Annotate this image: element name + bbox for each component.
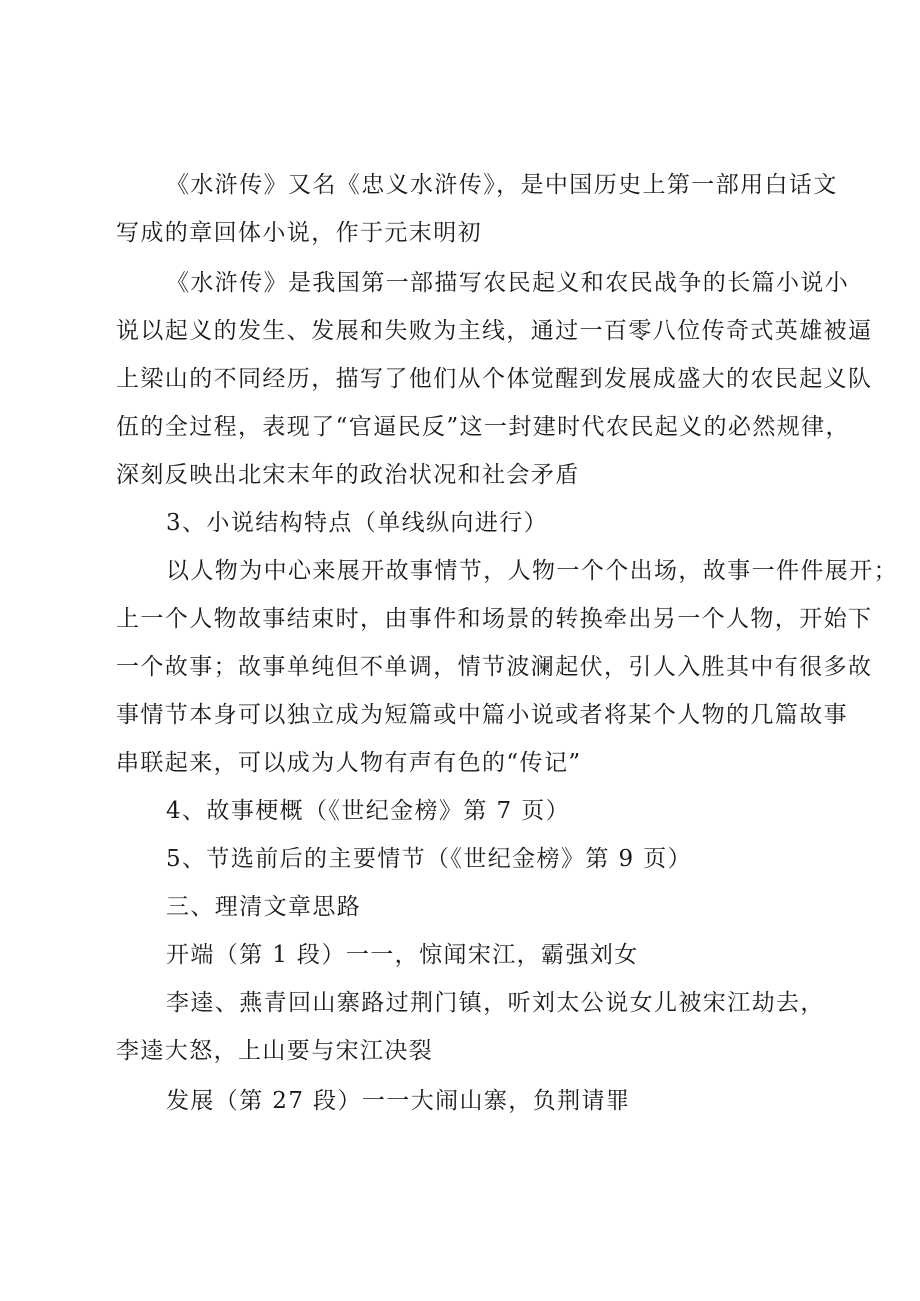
paragraph-2-line-4: 伍的全过程，表现了“官逼民反”这一封建时代农民起义的必然规律， — [116, 414, 850, 440]
paragraph-2-line-5: 深刻反映出北宋末年的政治状况和社会矛盾 — [116, 462, 580, 488]
outline-1: 开端（第 1 段）一一，惊闻宋江，霸强刘女 — [166, 942, 639, 968]
heading-4: 4、故事梗概（《世纪金榜》第 7 页） — [166, 798, 570, 824]
heading-3: 3、小说结构特点（单线纵向进行） — [166, 510, 549, 536]
paragraph-3-line-4: 事情节本身可以独立成为短篇或中篇小说或者将某个人物的几篇故事 — [116, 702, 848, 728]
paragraph-2-line-3: 上梁山的不同经历，描写了他们从个体觉醒到发展成盛大的农民起义队 — [116, 366, 873, 392]
paragraph-1-line-1: 《水浒传》又名《忠义水浒传》，是中国历史上第一部用白话文 — [166, 172, 838, 198]
section-3-heading: 三、理清文章思路 — [166, 894, 362, 920]
paragraph-3-line-1: 以人物为中心来展开故事情节，人物一个个出场，故事一件件展开； — [166, 558, 898, 584]
heading-5: 5、节选前后的主要情节（《世纪金榜》第 9 页） — [166, 846, 692, 872]
paragraph-4-line-2: 李逵大怒，上山要与宋江决裂 — [116, 1038, 434, 1064]
paragraph-2-line-1: 《水浒传》是我国第一部描写农民起义和农民战争的长篇小说小 — [166, 270, 850, 296]
outline-2: 发展（第 27 段）一一大闹山寨，负荆请罪 — [166, 1088, 631, 1114]
paragraph-1-line-2: 写成的章回体小说，作于元末明初 — [116, 220, 482, 246]
paragraph-4-line-1: 李逵、燕青回山寨路过荆门镇，听刘太公说女儿被宋江劫去， — [166, 990, 825, 1016]
paragraph-3-line-3: 一个故事；故事单纯但不单调，情节波澜起伏，引人入胜其中有很多故 — [116, 654, 873, 680]
paragraph-3-line-2: 上一个人物故事结束时，由事件和场景的转换牵出另一个人物，开始下 — [116, 606, 873, 632]
paragraph-3-line-5: 串联起来，可以成为人物有声有色的“传记” — [116, 750, 582, 776]
paragraph-2-line-2: 说以起义的发生、发展和失败为主线，通过一百零八位传奇式英雄被逼 — [116, 318, 873, 344]
